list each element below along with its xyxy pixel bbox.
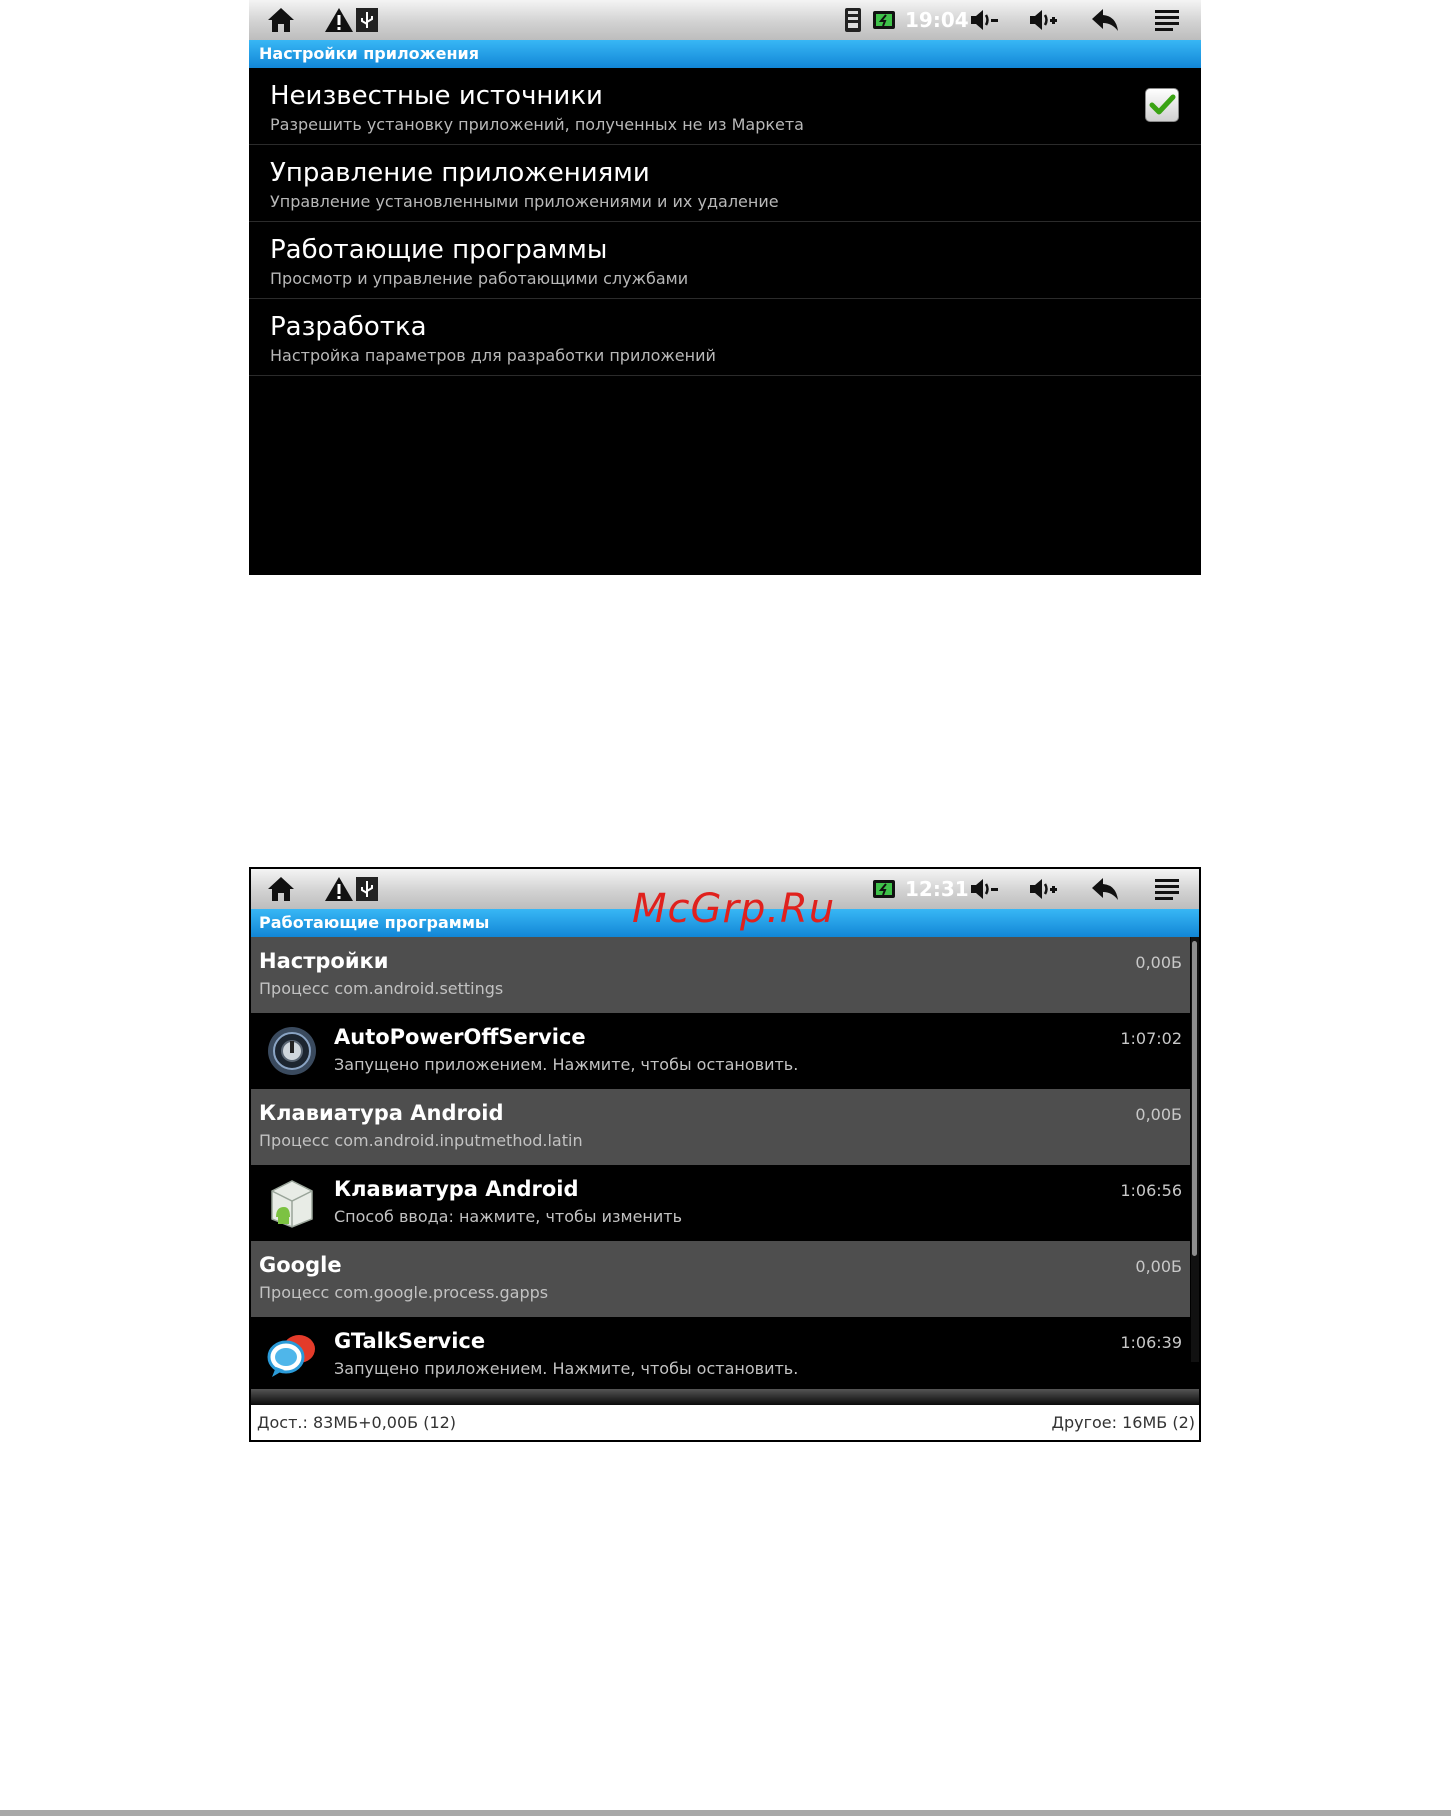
page-bottom-rule [0, 1810, 1451, 1816]
auto-power-off-icon [266, 1025, 318, 1077]
pref-summary: Управление установленными приложениями и их удаление [270, 192, 779, 211]
process-package: Процесс com.android.settings [259, 979, 504, 998]
memory-footer [251, 1405, 1199, 1440]
service-status: Способ ввода: нажмите, чтобы изменить [334, 1207, 683, 1226]
service-name: GTalkService [334, 1329, 486, 1353]
pref-unknown-sources[interactable] [249, 68, 1201, 145]
service-uptime: 1:06:39 [1120, 1333, 1182, 1352]
service-name: AutoPowerOffService [334, 1025, 586, 1049]
volume-up-icon[interactable] [1028, 6, 1058, 34]
sd-card-icon [838, 6, 868, 34]
service-uptime: 1:07:02 [1120, 1029, 1182, 1048]
available-memory: Дост.: 83МБ+0,00Б (12) [257, 1413, 457, 1432]
process-row[interactable] [251, 937, 1190, 1013]
process-row[interactable] [251, 1089, 1190, 1165]
usb-icon [353, 6, 383, 34]
pref-title: Разработка [270, 312, 427, 342]
volume-down-icon[interactable] [969, 875, 999, 903]
home-icon[interactable] [266, 875, 296, 903]
pref-summary: Разрешить установку приложений, полученных не из Маркета [270, 115, 804, 134]
pref-summary: Настройка параметров для разработки приложений [270, 346, 716, 365]
back-icon[interactable] [1090, 875, 1120, 903]
battery-icon [870, 6, 900, 34]
warning-icon [324, 875, 354, 903]
menu-icon[interactable] [1152, 875, 1182, 903]
service-row[interactable] [251, 1013, 1190, 1089]
process-memory: 0,00Б [1135, 1257, 1182, 1276]
service-status: Запущено приложением. Нажмите, чтобы остановить. [334, 1359, 799, 1378]
pref-running-services[interactable] [249, 222, 1201, 299]
service-status: Запущено приложением. Нажмите, чтобы остановить. [334, 1055, 799, 1074]
home-icon[interactable] [266, 6, 296, 34]
process-name: Google [259, 1253, 342, 1277]
other-memory: Другое: 16МБ (2) [1051, 1413, 1195, 1432]
gtalk-icon [266, 1329, 318, 1381]
volume-up-icon[interactable] [1028, 875, 1058, 903]
running-services-screen [249, 867, 1201, 1442]
app-settings-screen [249, 0, 1201, 575]
process-memory: 0,00Б [1135, 953, 1182, 972]
android-keyboard-icon [266, 1177, 318, 1229]
pref-title: Неизвестные источники [270, 81, 603, 111]
unknown-sources-checkbox[interactable] [1145, 88, 1179, 122]
status-time: 12:31 [905, 877, 969, 901]
page-title: Настройки приложения [249, 40, 1201, 68]
pref-title: Управление приложениями [270, 158, 650, 188]
footer-divider [251, 1389, 1199, 1405]
process-memory: 0,00Б [1135, 1105, 1182, 1124]
process-package: Процесс com.google.process.gapps [259, 1283, 549, 1302]
watermark: McGrp.Ru [632, 886, 836, 932]
page-title: Работающие программы [251, 909, 1199, 937]
pref-manage-apps[interactable] [249, 145, 1201, 222]
process-name: Настройки [259, 949, 389, 973]
back-icon[interactable] [1090, 6, 1120, 34]
volume-down-icon[interactable] [969, 6, 999, 34]
process-package: Процесс com.android.inputmethod.latin [259, 1131, 583, 1150]
service-row[interactable] [251, 1165, 1190, 1241]
usb-icon [353, 875, 383, 903]
status-time: 19:04 [905, 8, 969, 32]
service-uptime: 1:06:56 [1120, 1181, 1182, 1200]
pref-development[interactable] [249, 299, 1201, 376]
pref-summary: Просмотр и управление работающими службами [270, 269, 689, 288]
warning-icon [324, 6, 354, 34]
scrollbar-thumb[interactable] [1192, 941, 1197, 1256]
process-name: Клавиатура Android [259, 1101, 504, 1125]
process-row[interactable] [251, 1241, 1190, 1317]
checkmark-icon [1146, 89, 1178, 121]
service-name: Клавиатура Android [334, 1177, 579, 1201]
battery-icon [870, 875, 900, 903]
service-row[interactable] [251, 1317, 1190, 1393]
status-bar [249, 0, 1201, 40]
menu-icon[interactable] [1152, 6, 1182, 34]
pref-title: Работающие программы [270, 235, 608, 265]
